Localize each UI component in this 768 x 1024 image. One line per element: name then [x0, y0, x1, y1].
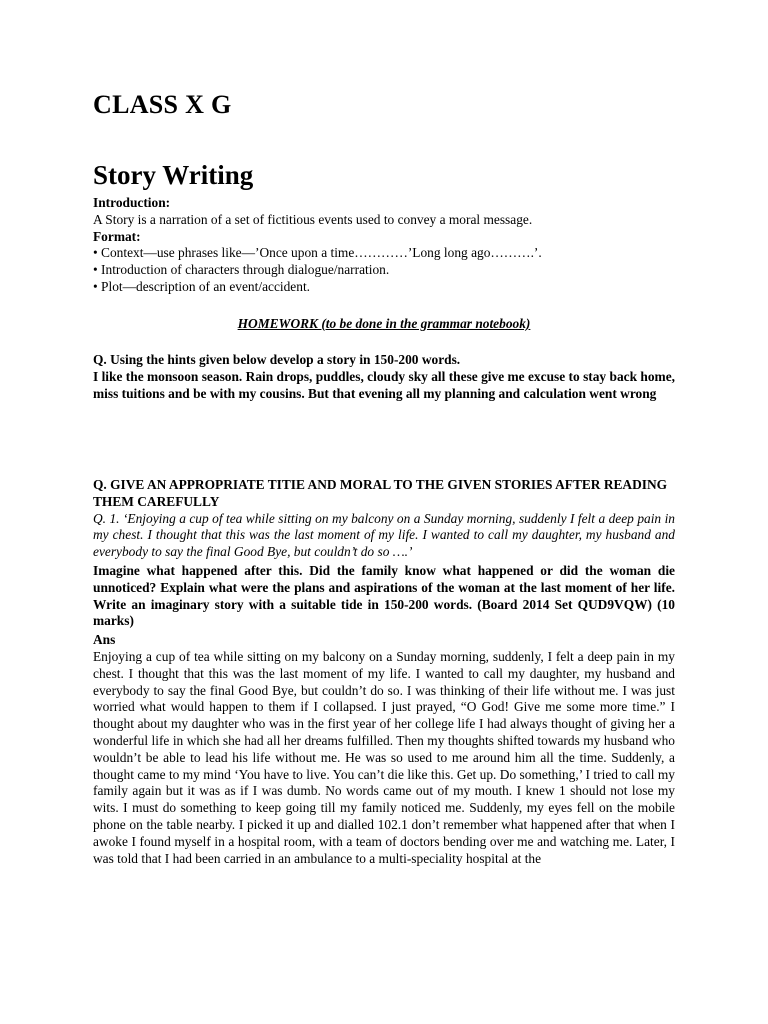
format-item-plot: • Plot—description of an event/accident.	[93, 278, 311, 294]
section-title: Story Writing	[93, 160, 254, 190]
intro-text: A Story is a narration of a set of fictitious events used to convey a moral message.	[93, 211, 533, 227]
q2-quote: Q. 1. ‘Enjoying a cup of tea while sitting on my balcony on a Sunday morning, suddenly I felt a deep pain in my chest. I thought that this was the last moment of my life. I wanted to call my daughter, my husband and everybody to say the final Good Bye, but couldn’t do so ….’	[93, 510, 675, 560]
intro-label: Introduction:	[93, 195, 171, 210]
question-two	[93, 477, 675, 867]
q1-prompt: Q. Using the hints given below develop a story in 150-200 words.	[93, 352, 461, 367]
format-item-context: • Context—use phrases like—’Once upon a time…………’Long long ago……….’.	[93, 245, 542, 261]
format-list	[93, 245, 675, 295]
q2-heading: Q. GIVE AN APPROPRIATE TITIE AND MORAL TO THE GIVEN STORIES AFTER READING THEM CAREFULLY	[93, 477, 668, 509]
introduction-section	[93, 195, 675, 296]
homework-heading: HOMEWORK (to be done in the grammar notebook)	[237, 316, 531, 331]
answer-text: Enjoying a cup of tea while sitting on my balcony on a Sunday morning, suddenly, I felt a deep pain in my chest. I thought that this was the last moment of my life. I wanted to call my daughter, my husband and everybody to say the final Good Bye, but couldn’t do so. I was thinking of their life without me. I was just worried what would happen to them if I collapsed. I just prayed, “O God! Give me some more time.” I thought about my daughter who was in the first year of her college life I had always thought of giving her a wonderful life in which she had all her dreams fulfilled. Then my thoughts shifted towards my husband who wouldn’t be able to lead his life without me. He was so used to me around him all the time. Suddenly, a thought came to my mind ‘You have to live. You can’t die like this. Get up. Do something,’ I tried to call my family again but it was as if I was dumb. No words came out of my mouth. I knew 1 should not lose my wits. I must do something to keep going till my family noticed me. Suddenly, my eyes fell on the mobile phone on the table nearby. I picked it up and dialled 102.1 don’t remember what happened after that when I awoke I found myself in a hospital room, with a team of doctors bending over me and watching me. Later, I was told that I had been carried in an ambulance to a multi-speciality hospital at the	[93, 648, 675, 866]
class-title: CLASS X G	[93, 90, 232, 119]
q1-hint: I like the monsoon season. Rain drops, puddles, cloudy sky all these give me excuse to stay back home, miss tuitions and be with my cousins. But that evening all my planning and calculation went wrong	[93, 368, 675, 401]
format-label: Format:	[93, 228, 141, 244]
q2-task: Imagine what happened after this. Did the family know what happened or did the woman die unnoticed? Explain what were the plans and aspirations of the woman at the last moment of her life. Write an imaginary story with a suitable tide in 150-200 words. (Board 2014 Set QUD9VQW) (10 marks)	[93, 562, 675, 629]
format-item-characters: • Introduction of characters through dialogue/narration.	[93, 262, 390, 278]
answer-label: Ans	[93, 632, 116, 648]
question-one	[93, 352, 675, 402]
